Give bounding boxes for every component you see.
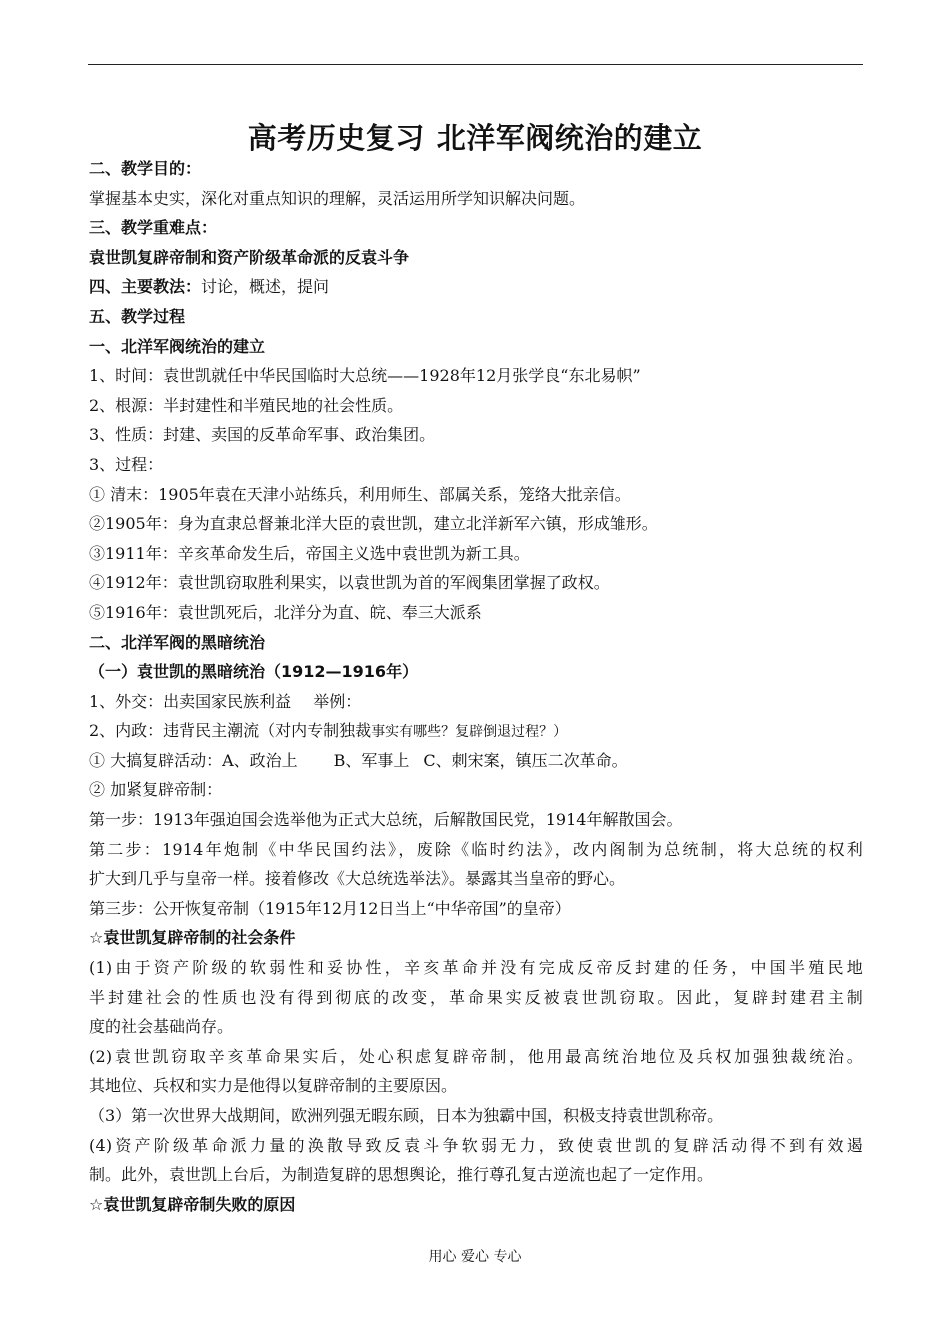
paragraph-line: 度的社会基础尚存。 [89,1017,234,1037]
text-span: C、刺宋案，镇压二次革命。 [423,750,628,770]
paragraph-line [89,746,863,776]
paragraph-line: 其地位、兵权和实力是他得以复辟帝制的主要原因。 [89,1076,458,1096]
paragraph-line: 2、根源：半封建性和半殖民地的社会性质。 [89,395,404,415]
paragraph-line: ① 清末：1905年袁在天津小站练兵，利用师生、部属关系，笼络大批亲信。 [89,484,631,504]
paragraph-line: 第二步：1914年炮制《中华民国约法》，废除《临时约法》，改内阁制为总统制，将大总统的权利 [89,839,863,859]
paragraph-line [89,687,863,717]
paragraph-line: ③1911年：辛亥革命发生后，帝国主义选中袁世凯为新工具。 [89,543,530,563]
methods-value: 讨论，概述，提问 [201,277,330,297]
paragraph-line: 第三步：公开恢复帝制（1915年12月12日当上“中华帝国”的皇帝） [89,898,571,918]
paragraph-line: 3、性质：封建、卖国的反革命军事、政治集团。 [89,425,436,445]
subsection-heading: ☆袁世凯复辟帝制失败的原因 [89,1194,296,1214]
paragraph-line: (1)由于资产阶级的软弱性和妥协性，辛亥革命并没有完成反帝反封建的任务，中国半殖民地 [89,958,863,978]
section-heading: 一、北洋军阀统治的建立 [89,336,266,356]
paragraph-line: 半封建社会的性质也没有得到彻底的改变，革命果实反被袁世凯窃取。因此，复辟封建君主制 [89,987,863,1007]
text-span-small: 事实有哪些？复辟倒退过程？） [371,724,568,741]
title-part-1: 高考历史复习 [247,121,425,155]
document-body [89,154,863,1219]
section-heading: 三、教学重难点： [89,218,218,238]
methods-label: 四、主要教法： [89,277,202,297]
paragraph-line: ④1912年：袁世凯窃取胜利果实，以袁世凯为首的军阀集团掌握了政权。 [89,573,610,593]
title-part-2: 北洋军阀统治的建立 [436,121,703,155]
paragraph-line: (4)资产阶级革命派力量的涣散导致反袁斗争软弱无力，致使袁世凯的复辟活动得不到有效遏 [89,1135,863,1155]
paragraph-line: 扩大到几乎与皇帝一样。接着修改《大总统选举法》。暴露其当皇帝的野心。 [89,869,626,889]
text-span: B、军事上 [333,750,410,770]
text-span: 2、内政：违背民主潮流（对内专制独裁 [89,721,372,741]
page-footer: 用心 爱心 专心 [428,1249,522,1265]
header-rule [88,64,863,65]
paragraph-line: 制。此外，袁世凯上台后，为制造复辟的思想舆论，推行尊孔复古逆流也起了一定作用。 [89,1165,714,1185]
paragraph-line: 1、时间：袁世凯就任中华民国临时大总统——1928年12月张学良“东北易帜” [89,366,641,386]
key-point-line: 袁世凯复辟帝制和资产阶级革命派的反袁斗争 [89,247,410,267]
text-span: 举例： [313,691,362,711]
paragraph-line: ⑤1916年：袁世凯死后，北洋分为直、皖、奉三大派系 [89,602,482,622]
subsection-heading: （一）袁世凯的黑暗统治（1912—1916年） [89,662,419,682]
text-span: ① 大搞复辟活动：A、政治上 [89,750,298,770]
paragraph-line: （3）第一次世界大战期间，欧洲列强无暇东顾，日本为独霸中国，积极支持袁世凯称帝。 [89,1106,724,1125]
text-span: 1、外交：出卖国家民族利益 [89,691,292,711]
section-heading: 五、教学过程 [89,306,186,326]
paragraph-line: 第一步：1913年强迫国会选举他为正式大总统，后解散国民党，1914年解散国会。 [89,810,683,830]
section-heading: 二、教学目的： [89,159,202,178]
subsection-heading: ☆袁世凯复辟帝制的社会条件 [89,928,296,948]
paragraph-line: 3、过程： [89,454,164,474]
paragraph-line: 掌握基本史实，深化对重点知识的理解，灵活运用所学知识解决问题。 [89,188,586,208]
page-title [0,116,950,157]
paragraph-line: (2)袁世凯窃取辛亥革命果实后，处心积虑复辟帝制，他用最高统治地位及兵权加强独裁统治。 [89,1046,863,1066]
paragraph-line: ②1905年：身为直隶总督兼北洋大臣的袁世凯，建立北洋新军六镇，形成雏形。 [89,514,658,534]
paragraph-line: ② 加紧复辟帝制： [89,780,223,800]
paragraph-line [89,716,863,746]
methods-line [89,272,863,302]
section-heading: 二、北洋军阀的黑暗统治 [89,632,266,652]
